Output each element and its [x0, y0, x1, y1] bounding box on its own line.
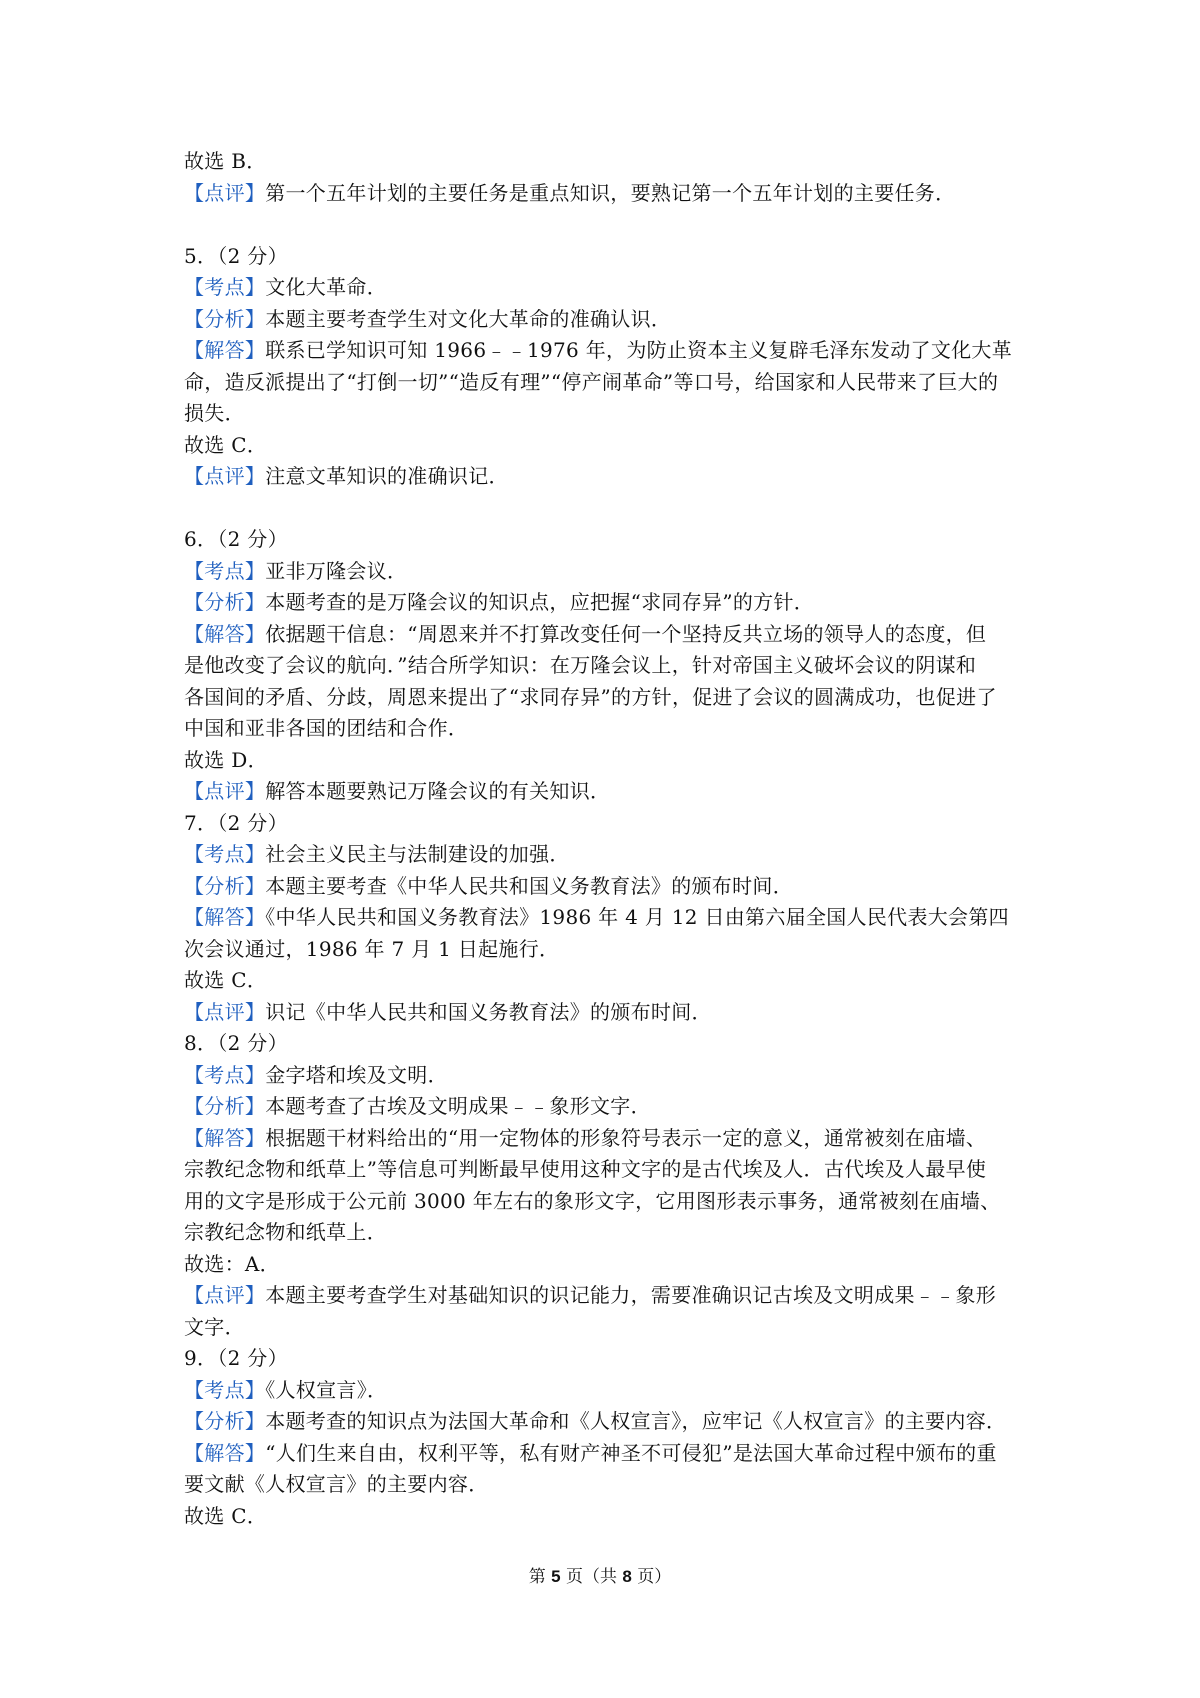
q5-heading: 5．（2 分） — [184, 243, 288, 268]
q6-solution — [184, 619, 1034, 651]
comment-tag: 【点评】 — [184, 180, 266, 205]
spacer — [184, 209, 1034, 241]
q8-comment-text: 本题主要考查学生对基础知识的识记能力，需要准确识记古埃及文明成果﹣﹣象形 — [265, 1283, 997, 1307]
q5-comment-text: 注意文革知识的准确识记． — [265, 464, 509, 488]
q4-comment — [184, 178, 1034, 210]
page-footer — [0, 1562, 1200, 1587]
q7-analysis-text: 本题主要考查《中华人民共和国义务教育法》的颁布时间． — [265, 873, 794, 898]
q8-solution-text: 根据题干材料给出的“用一定物体的形象符号表示一定的意义，通常被刻在庙墙、 — [265, 1125, 987, 1150]
q8-solution — [184, 1123, 1034, 1155]
q6-solution-line: 是他改变了会议的航向．”结合所学知识：在万隆会议上，针对帝国主义破坏会议的阴谋和 — [184, 653, 977, 677]
q5-topic — [184, 272, 1034, 304]
document-body — [184, 146, 1034, 1532]
q9-solution-line: 要文献《人权宣言》的主要内容． — [184, 1472, 489, 1496]
analysis-tag: 【分析】 — [184, 306, 266, 331]
q6-heading: 6．（2 分） — [184, 527, 288, 551]
q6-topic-text: 亚非万隆会议． — [265, 558, 408, 583]
q6-solution-line: 中国和亚非各国的团结和合作． — [184, 716, 469, 740]
q5-analysis-text: 本题主要考查学生对文化大革命的准确认识． — [265, 306, 672, 331]
q6-analysis-text: 本题考查的是万隆会议的知识点，应把握“求同存异”的方针． — [265, 590, 815, 614]
current-page-number: 5 — [551, 1567, 561, 1586]
analysis-tag: 【分析】 — [184, 1094, 266, 1118]
total-page-count: 8 — [622, 1567, 632, 1586]
topic-tag: 【考点】 — [184, 1062, 266, 1087]
q4-comment-text: 第一个五年计划的主要任务是重点知识，要熟记第一个五年计划的主要任务． — [265, 180, 956, 205]
q6-comment — [184, 776, 1034, 808]
topic-tag: 【考点】 — [184, 1377, 266, 1402]
topic-tag: 【考点】 — [184, 275, 266, 299]
q9-heading: 9．（2 分） — [184, 1346, 288, 1370]
solution-tag: 【解答】 — [184, 1125, 266, 1150]
q5-topic-text: 文化大革命． — [265, 275, 388, 299]
q8-comment-line: 文字． — [184, 1314, 245, 1339]
q9-analysis — [184, 1406, 1034, 1438]
comment-tag: 【点评】 — [184, 999, 266, 1024]
q6-topic — [184, 556, 1034, 588]
footer-middle: 页（共 — [560, 1567, 623, 1587]
comment-tag: 【点评】 — [184, 464, 266, 488]
q5-solution — [184, 335, 1034, 367]
q7-analysis — [184, 871, 1034, 903]
q8-solution-line: 宗教纪念物和纸草上”等信息可判断最早使用这种文字的是古代埃及人．古代埃及人最早使 — [184, 1157, 987, 1181]
comment-tag: 【点评】 — [184, 1283, 266, 1307]
solution-tag: 【解答】 — [184, 338, 266, 362]
comment-tag: 【点评】 — [184, 779, 266, 803]
q7-topic — [184, 839, 1034, 871]
q6-analysis — [184, 587, 1034, 619]
q5-analysis — [184, 304, 1034, 336]
q9-solution-text: “人们生来自由，权利平等，私有财产神圣不可侵犯”是法国大革命过程中颁布的重 — [265, 1440, 997, 1465]
q7-solution-line: 次会议通过，1986 年 7 月 1 日起施行． — [184, 936, 560, 961]
q8-topic-text: 金字塔和埃及文明． — [265, 1062, 448, 1087]
q9-analysis-text: 本题考查的知识点为法国大革命和《人权宣言》，应牢记《人权宣言》的主要内容． — [265, 1409, 1007, 1433]
topic-tag: 【考点】 — [184, 842, 266, 866]
q9-topic — [184, 1375, 1034, 1407]
q5-solution-line: 命，造反派提出了“打倒一切”“造反有理”“停产闹革命”等口号，给国家和人民带来了巨大的 — [184, 369, 999, 394]
q8-analysis — [184, 1091, 1034, 1123]
q5-answer: 故选 C． — [184, 432, 268, 457]
q7-comment — [184, 997, 1034, 1029]
q7-answer: 故选 C． — [184, 968, 268, 992]
q5-solution-line: 损失． — [184, 401, 245, 425]
q6-comment-text: 解答本题要熟记万隆会议的有关知识． — [265, 779, 611, 803]
solution-tag: 【解答】 — [184, 1440, 266, 1465]
q7-topic-text: 社会主义民主与法制建设的加强． — [265, 842, 570, 866]
q7-solution — [184, 902, 1034, 934]
q9-topic-text: 《人权宣言》． — [265, 1377, 388, 1402]
q8-answer: 故选：A． — [184, 1251, 280, 1276]
analysis-tag: 【分析】 — [184, 1409, 266, 1433]
q8-solution-line: 用的文字是形成于公元前 3000 年左右的象形文字，它用图形表示事务，通常被刻在庙墙、 — [184, 1188, 1001, 1213]
q8-comment — [184, 1280, 1034, 1312]
q5-comment — [184, 461, 1034, 493]
q7-solution-text: 《中华人民共和国义务教育法》1986 年 4 月 12 日由第六届全国人民代表大会第四 — [265, 905, 1009, 929]
q6-solution-line: 各国间的矛盾、分歧，周恩来提出了“求同存异”的方针，促进了会议的圆满成功，也促进了 — [184, 684, 997, 709]
q6-answer: 故选 D． — [184, 747, 268, 772]
solution-tag: 【解答】 — [184, 905, 266, 929]
q5-solution-text: 联系已学知识可知 1966﹣﹣1976 年，为防止资本主义复辟毛泽东发动了文化大革 — [265, 338, 1013, 362]
analysis-tag: 【分析】 — [184, 590, 266, 614]
q4-answer: 故选 B． — [184, 149, 267, 173]
q7-comment-text: 识记《中华人民共和国义务教育法》的颁布时间． — [265, 999, 712, 1024]
q7-heading: 7．（2 分） — [184, 810, 288, 835]
q8-analysis-text: 本题考查了古埃及文明成果﹣﹣象形文字． — [265, 1094, 651, 1118]
q9-answer: 故选 C． — [184, 1503, 268, 1528]
analysis-tag: 【分析】 — [184, 873, 266, 898]
q8-heading: 8．（2 分） — [184, 1031, 288, 1055]
solution-tag: 【解答】 — [184, 621, 266, 646]
footer-prefix: 第 — [528, 1567, 552, 1587]
footer-suffix: 页） — [631, 1567, 672, 1587]
spacer — [184, 493, 1034, 525]
topic-tag: 【考点】 — [184, 558, 266, 583]
q6-solution-text: 依据题干信息：“周恩来并不打算改变任何一个坚持反共立场的领导人的态度，但 — [265, 621, 987, 646]
q9-solution — [184, 1438, 1034, 1470]
q8-solution-line: 宗教纪念物和纸草上． — [184, 1220, 387, 1244]
q8-topic — [184, 1060, 1034, 1092]
